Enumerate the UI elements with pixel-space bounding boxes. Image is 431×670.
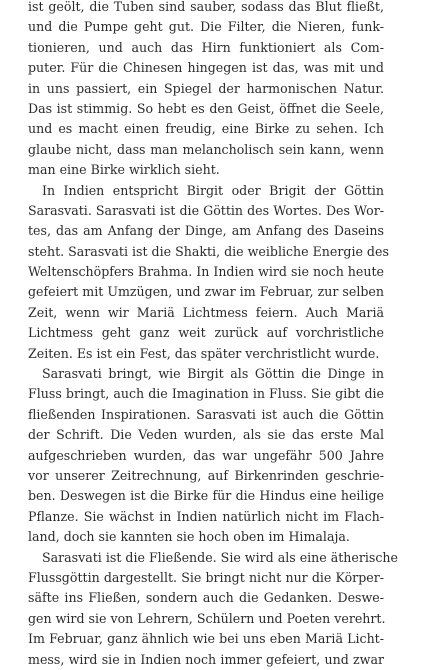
text-line: Zeiten. Es ist ein Fest, das später verchristlicht wurde. xyxy=(28,345,380,361)
text-line: Zeit, wenn wir Mariä Lichtmess feiern. Auch Mariä xyxy=(28,304,384,320)
text-line: Sarasvati bringt, wie Birgit als Göttin die Dinge in xyxy=(42,366,384,382)
text-line: Weltenschöpfers Brahma. In Indien wird sie noch heute xyxy=(28,264,384,280)
paragraph-2 xyxy=(28,181,389,365)
text-line: man eine Birke wirklich sieht. xyxy=(28,162,220,178)
text-line: glaube nicht, dass man melancholisch sein kann, wenn xyxy=(28,141,384,157)
text-line: ben. Deswegen ist die Birke für die Hindus eine heilige xyxy=(28,488,384,504)
text-line: Das ist stimmig. So hebt es den Geist, öffnet die Seele, xyxy=(28,100,384,116)
text-line: Im Februar, ganz ähnlich wie bei uns eben Mariä Licht- xyxy=(28,631,384,647)
text-line: Lichtmess geht ganz weit zurück auf vorchristliche xyxy=(28,325,384,341)
text-line: der Schrift. Die Veden wurden, als sie das erste Mal xyxy=(28,427,384,443)
text-line: mess, wird sie in Indien noch immer gefeiert, und zwar xyxy=(28,651,384,667)
text-line: In Indien entspricht Birgit oder Brigit der Göttin xyxy=(42,182,384,198)
text-line: vor unserer Zeitrechnung, auf Birkenrinden geschrie- xyxy=(28,467,384,483)
paragraph-1 xyxy=(28,0,384,181)
text-line: in uns passiert, ein Spiegel der harmonischen Natur. xyxy=(28,80,384,96)
paragraph-3 xyxy=(28,364,384,548)
text-line: puter. Für die Chinesen hingegen ist das, was mit und xyxy=(28,60,384,76)
text-line: Sarasvati. Sarasvati ist die Göttin des Wortes. Des Wor- xyxy=(28,202,384,218)
paragraph-4 xyxy=(28,548,399,670)
text-line: aufgeschrieben wurden, das war ungefähr 500 Jahre xyxy=(28,447,384,463)
text-line: Sarasvati ist die Fließende. Sie wird als eine ätherische xyxy=(42,549,399,565)
text-line: ist geölt, die Tuben sind sauber, sodass das Blut fließt, xyxy=(28,0,384,14)
text-line: gefeiert mit Umzügen, und zwar im Februar, zur selben xyxy=(28,284,384,300)
text-line: tes, das am Anfang der Dinge, am Anfang des Daseins xyxy=(28,223,384,239)
text-line: steht. Sarasvati ist die Shakti, die weibliche Energie des xyxy=(28,243,389,259)
text-line: land, doch sie kannten sie hoch oben im Himalaja. xyxy=(28,529,350,545)
text-line: und die Pumpe geht gut. Die Filter, die Nieren, funk- xyxy=(28,19,384,35)
text-line: Flussgöttin dargestellt. Sie bringt nicht nur die Körper- xyxy=(28,569,384,585)
text-line: gen wird sie von Lehrern, Schülern und Poeten verehrt. xyxy=(28,610,386,626)
text-line: Fluss bringt, auch die Imagination in Fluss. Sie gibt die xyxy=(28,386,384,402)
text-line: säfte ins Fließen, sondern auch die Gedanken. Deswe- xyxy=(28,590,384,606)
text-line: fließenden Inspirationen. Sarasvati ist auch die Göttin xyxy=(28,406,384,422)
text-line: und es macht einen freudig, eine Birke zu sehen. Ich xyxy=(28,121,384,137)
text-line: tionieren, und auch das Hirn funktioniert als Com- xyxy=(28,39,384,55)
book-page xyxy=(28,0,399,670)
text-line: Pflanze. Sie wächst in Indien natürlich nicht im Flach- xyxy=(28,508,384,524)
